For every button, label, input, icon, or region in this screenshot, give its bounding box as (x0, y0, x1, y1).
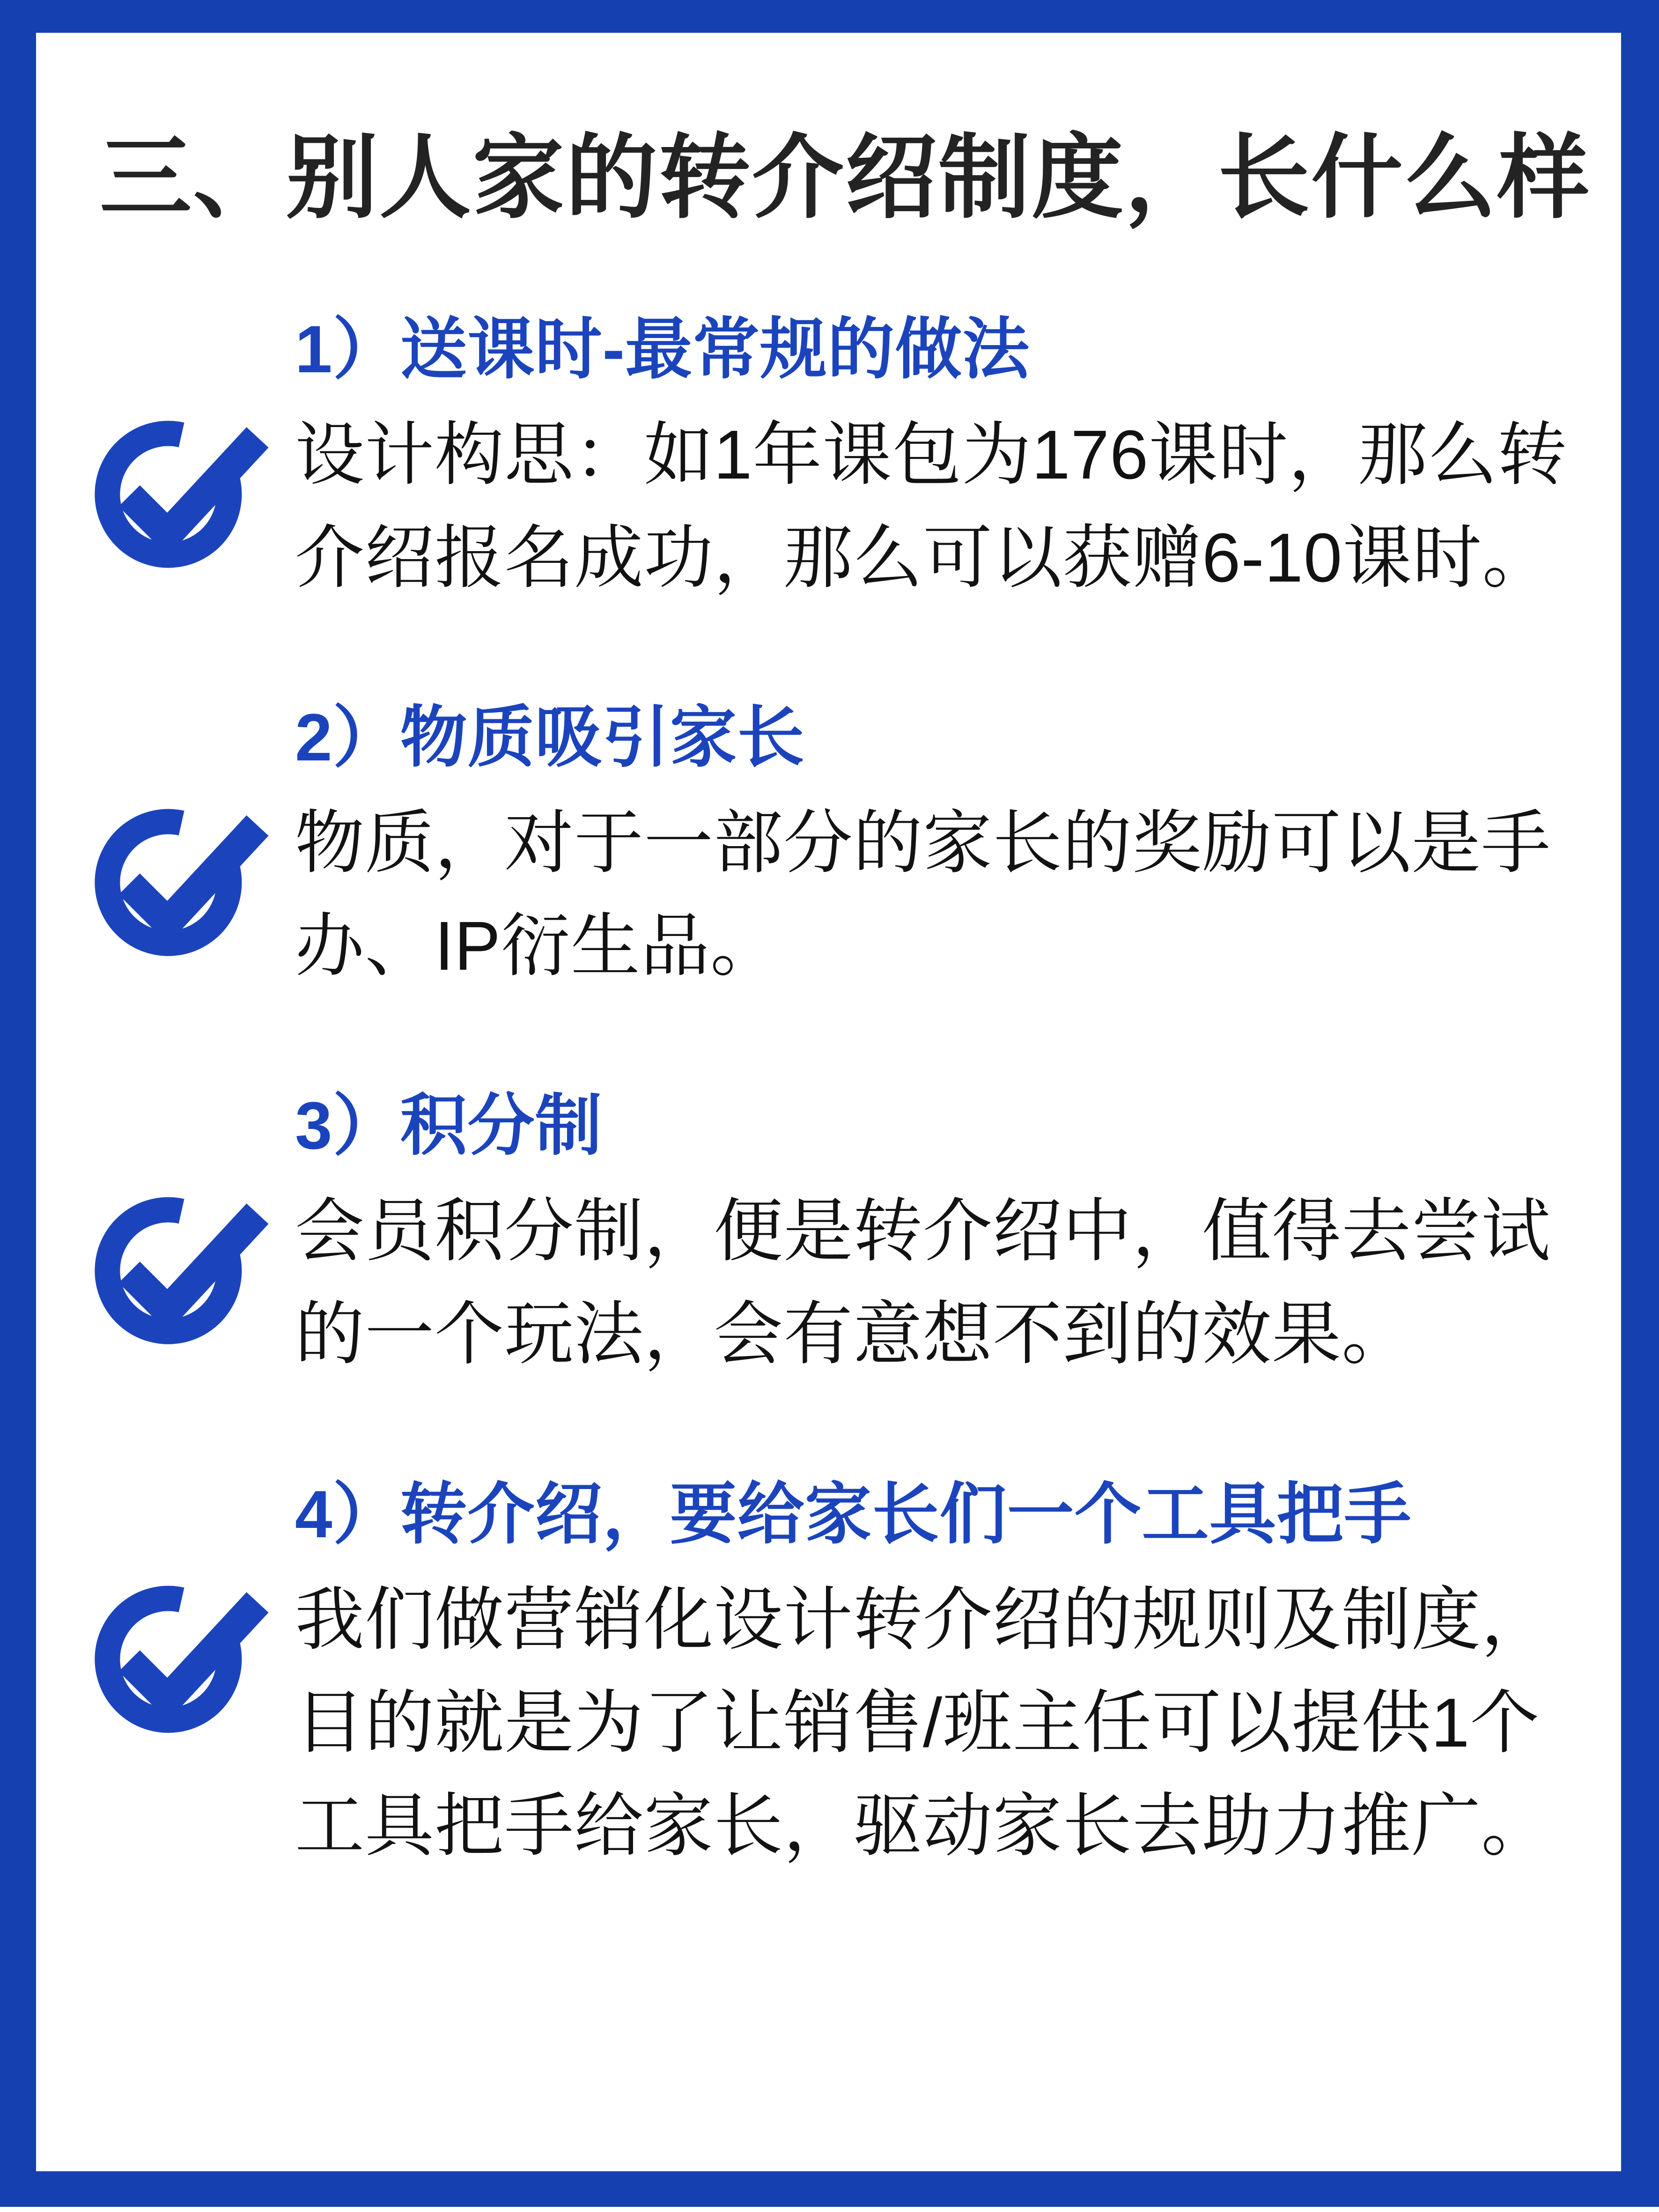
section-3-body (295, 1180, 1587, 1386)
section-1-body (295, 404, 1587, 610)
section-1-heading: 1）送课时-最常规的做法 (295, 312, 1030, 387)
section-2-body (295, 792, 1587, 998)
section-3-heading: 3）积分制 (295, 1089, 603, 1163)
body-line: 介绍报名成功，那么可以获赠6-10课时。 (295, 519, 1552, 597)
body-line: 的一个玩法，会有意想不到的效果。 (295, 1296, 1411, 1373)
body-line: 会员积分制，便是转介绍中，值得去尝试 (295, 1193, 1551, 1270)
check-circle-icon (89, 802, 272, 966)
body-line: 目的就是为了让销售/班主任可以提供1个 (295, 1684, 1540, 1762)
check-circle-icon (89, 1578, 272, 1742)
body-line: 我们做营销化设计转介绍的规则及制度， (295, 1581, 1551, 1659)
body-line: 办、IP衍生品。 (295, 907, 780, 985)
body-line: 设计构思：如1年课包为176课时，那么转 (295, 416, 1568, 494)
body-line: 工具把手给家长，驱动家长去助力推广。 (295, 1787, 1551, 1865)
section-2-heading: 2）物质吸引家长 (295, 700, 805, 775)
check-circle-icon (89, 413, 272, 577)
check-circle-icon (89, 1190, 272, 1354)
body-line: 物质，对于一部分的家长的奖励可以是手 (295, 804, 1551, 882)
section-4-body (295, 1569, 1587, 1878)
section-4-heading: 4）转介绍，要给家长们一个工具把手 (295, 1477, 1412, 1552)
page-title: 三、别人家的转介绍制度，长什么样 (100, 126, 1591, 229)
